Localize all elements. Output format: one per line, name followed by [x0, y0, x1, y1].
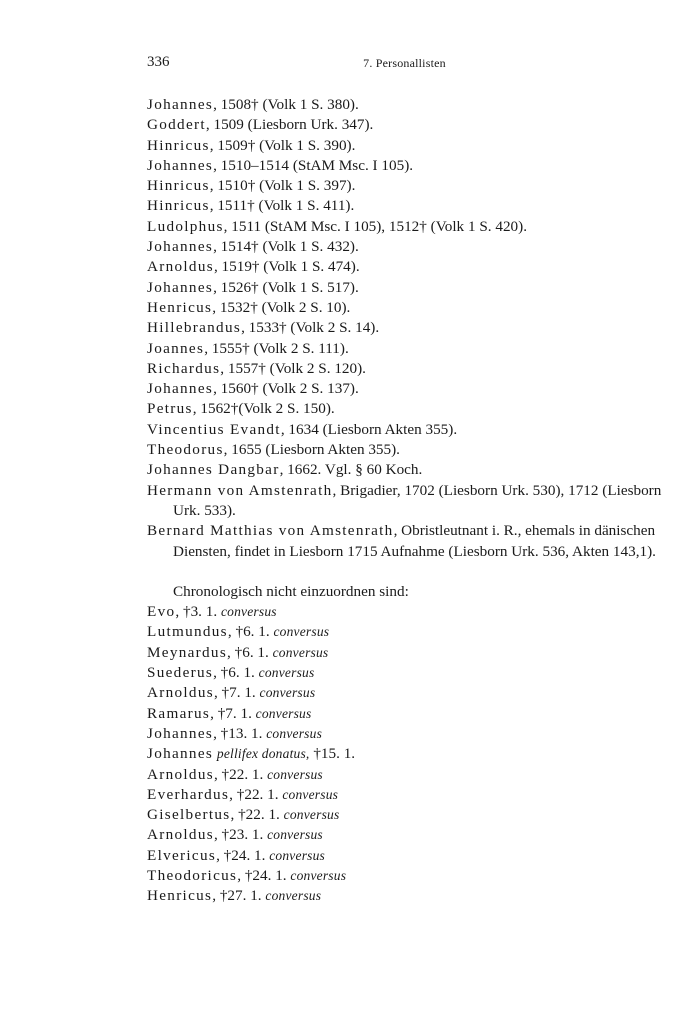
list-item: [147, 825, 662, 845]
entry-details: , †24. 1.: [216, 846, 270, 864]
person-name: Henricus: [147, 298, 213, 316]
list-item: [147, 318, 662, 338]
entry-details: , Obristleutnant i. R., ehemals in dänischen Diensten, findet in Liesborn 1715 Aufnahme (Liesborn Urk. 536, Akten 143,1).: [173, 522, 656, 560]
entry-note: conversus: [272, 644, 329, 660]
person-name: Johannes: [147, 238, 214, 256]
person-name: Hinricus: [147, 177, 210, 195]
person-name: Theodoricus: [147, 866, 238, 884]
person-name: Hinricus: [147, 197, 210, 215]
entry-note: conversus: [273, 624, 330, 640]
list-item: [147, 136, 662, 156]
entry-note: conversus: [267, 766, 323, 782]
person-name: Goddert: [147, 116, 206, 134]
entry-details: , †6. 1.: [213, 664, 259, 682]
list-item: [147, 663, 662, 683]
entry-details: , 1514† (Volk 1 S. 432).: [213, 238, 359, 256]
list-item: [147, 115, 662, 135]
entry-details: , 1555† (Volk 2 S. 111).: [204, 339, 349, 357]
list-item: [147, 339, 662, 359]
list-item: [147, 237, 662, 257]
book-page: [147, 54, 662, 907]
entry-note: conversus: [259, 685, 316, 701]
list-item: [147, 704, 662, 724]
list-item: [147, 521, 662, 562]
page-header: [147, 54, 662, 76]
person-name: Everhardus: [147, 785, 230, 803]
list-item: [147, 744, 662, 764]
person-name: Ludolphus: [147, 217, 224, 235]
list-item: [147, 379, 662, 399]
entry-details: , †6. 1.: [227, 643, 273, 661]
person-name: Johannes: [147, 156, 214, 174]
entry-note: conversus: [220, 604, 277, 620]
person-name: Giselbertus: [147, 806, 231, 824]
person-name: Richardus: [147, 359, 221, 377]
entry-details: , †3. 1.: [175, 603, 221, 621]
list-item: [147, 359, 662, 379]
list-item: [147, 481, 662, 522]
person-name: Suederus: [147, 664, 214, 682]
section-intro: Chronologisch nicht einzuordnen sind:: [173, 582, 409, 600]
person-name: Henricus: [147, 887, 213, 905]
entry-details: , 1508† (Volk 1 S. 380).: [213, 96, 359, 113]
person-name: Meynardus: [147, 643, 228, 661]
entry-details: , 1562†(Volk 2 S. 150).: [192, 400, 335, 418]
entry-details: , 1557† (Volk 2 S. 120).: [220, 359, 366, 377]
person-name: Ramarus: [147, 704, 211, 722]
list-item: [147, 643, 662, 663]
person-name: Arnoldus: [147, 765, 214, 783]
entry-details: , †27. 1.: [212, 887, 266, 905]
list-item: [147, 805, 662, 825]
person-name: Bernard Matthias von Amstenrath: [147, 522, 394, 540]
list-item: [147, 622, 662, 642]
list-item: [147, 420, 662, 440]
list-item: [147, 602, 662, 622]
entry-details: , 1511 (StAM Msc. I 105), 1512† (Volk 1 S. 420).: [223, 217, 528, 235]
entry-note: conversus: [266, 725, 323, 741]
list-item: [147, 460, 662, 480]
entry-details: , †7. 1.: [213, 684, 260, 702]
list-item: [147, 278, 662, 298]
page-number: 336: [147, 54, 170, 70]
person-name: Arnoldus: [147, 258, 214, 276]
list-item: [147, 765, 662, 785]
entry-details: , 1510–1514 (StAM Msc. I 105).: [213, 156, 414, 174]
entry-note: conversus: [282, 786, 339, 802]
entry-details: , 1509 (Liesborn Urk. 347).: [205, 116, 374, 134]
person-name: Johannes: [147, 724, 214, 742]
list-item: [147, 785, 662, 805]
person-name: Arnoldus: [147, 826, 214, 844]
person-name: Johannes: [147, 745, 214, 763]
person-name: Theodorus: [147, 441, 224, 459]
entry-details: , 1533† (Volk 2 S. 14).: [241, 319, 380, 337]
person-name: Johannes Dangbar: [147, 461, 280, 479]
entry-note: conversus: [255, 705, 312, 721]
entry-note: conversus: [267, 827, 323, 843]
person-name: Vincentius Evandt: [147, 420, 281, 438]
list-item: [147, 724, 662, 744]
dated-entries-list: [147, 95, 662, 562]
entry-details: , 1519† (Volk 1 S. 474).: [213, 258, 360, 276]
person-name: Johannes: [147, 96, 214, 113]
entry-note: conversus: [290, 867, 347, 883]
person-name: Evo: [147, 603, 176, 621]
entry-details: , †22. 1.: [229, 785, 283, 803]
entry-details: , 1560† (Volk 2 S. 137).: [213, 380, 359, 398]
list-item: [147, 866, 662, 886]
person-name: Elvericus: [147, 846, 217, 864]
list-item: [147, 156, 662, 176]
list-item: [147, 176, 662, 196]
list-item: [147, 399, 662, 419]
entry-details: , 1509† (Volk 1 S. 390).: [209, 136, 356, 154]
entry-note: conversus: [269, 847, 326, 863]
list-item: [147, 298, 662, 318]
entry-details: , †7. 1.: [210, 704, 256, 722]
person-name: Lutmundus: [147, 623, 228, 641]
list-item: [147, 440, 662, 460]
entry-details: , 1655 (Liesborn Akten 355).: [223, 441, 400, 459]
entry-details: , †6. 1.: [227, 623, 274, 641]
entry-details: , Brigadier, 1702 (Liesborn Urk. 530), 1712 (Liesborn Urk. 533).: [173, 481, 662, 519]
list-item: [147, 257, 662, 277]
person-name: Hinricus: [147, 136, 210, 154]
entry-note: conversus: [283, 807, 340, 823]
entry-details: , 1526† (Volk 1 S. 517).: [213, 278, 359, 296]
person-name: Johannes: [147, 380, 214, 398]
undated-entries-list: [147, 602, 662, 906]
person-name: Hillebrandus: [147, 319, 242, 337]
entry-details: , 1511† (Volk 1 S. 411).: [209, 197, 355, 215]
entry-details: , 1532† (Volk 2 S. 10).: [212, 298, 351, 316]
person-name: Petrus: [147, 400, 193, 418]
running-head: 7. Personallisten: [363, 56, 446, 70]
list-item: [147, 683, 662, 703]
entry-tail: †15. 1.: [309, 745, 356, 763]
person-name: Hermann von Amstenrath: [147, 481, 333, 499]
list-item: [147, 846, 662, 866]
entry-note: conversus: [258, 665, 315, 681]
entry-note: conversus: [265, 888, 322, 904]
person-name: Joannes: [147, 339, 205, 357]
person-name: Arnoldus: [147, 684, 214, 702]
entry-details: , †23. 1.: [213, 826, 268, 844]
entry-details: , †22. 1.: [213, 765, 268, 783]
entry-details: , †13. 1.: [213, 724, 267, 742]
entry-details: , 1662. Vgl. § 60 Koch.: [279, 461, 423, 479]
list-item: [147, 886, 662, 906]
entry-details: , 1510† (Volk 1 S. 397).: [209, 177, 356, 195]
entry-details: , †22. 1.: [230, 806, 284, 824]
list-item: [147, 196, 662, 216]
entry-details: , 1634 (Liesborn Akten 355).: [280, 420, 458, 438]
list-item: [147, 95, 662, 115]
entry-note: pellifex donatus,: [216, 746, 310, 762]
entry-details: , †24. 1.: [237, 866, 291, 884]
person-name: Johannes: [147, 278, 214, 296]
list-item: [147, 217, 662, 237]
